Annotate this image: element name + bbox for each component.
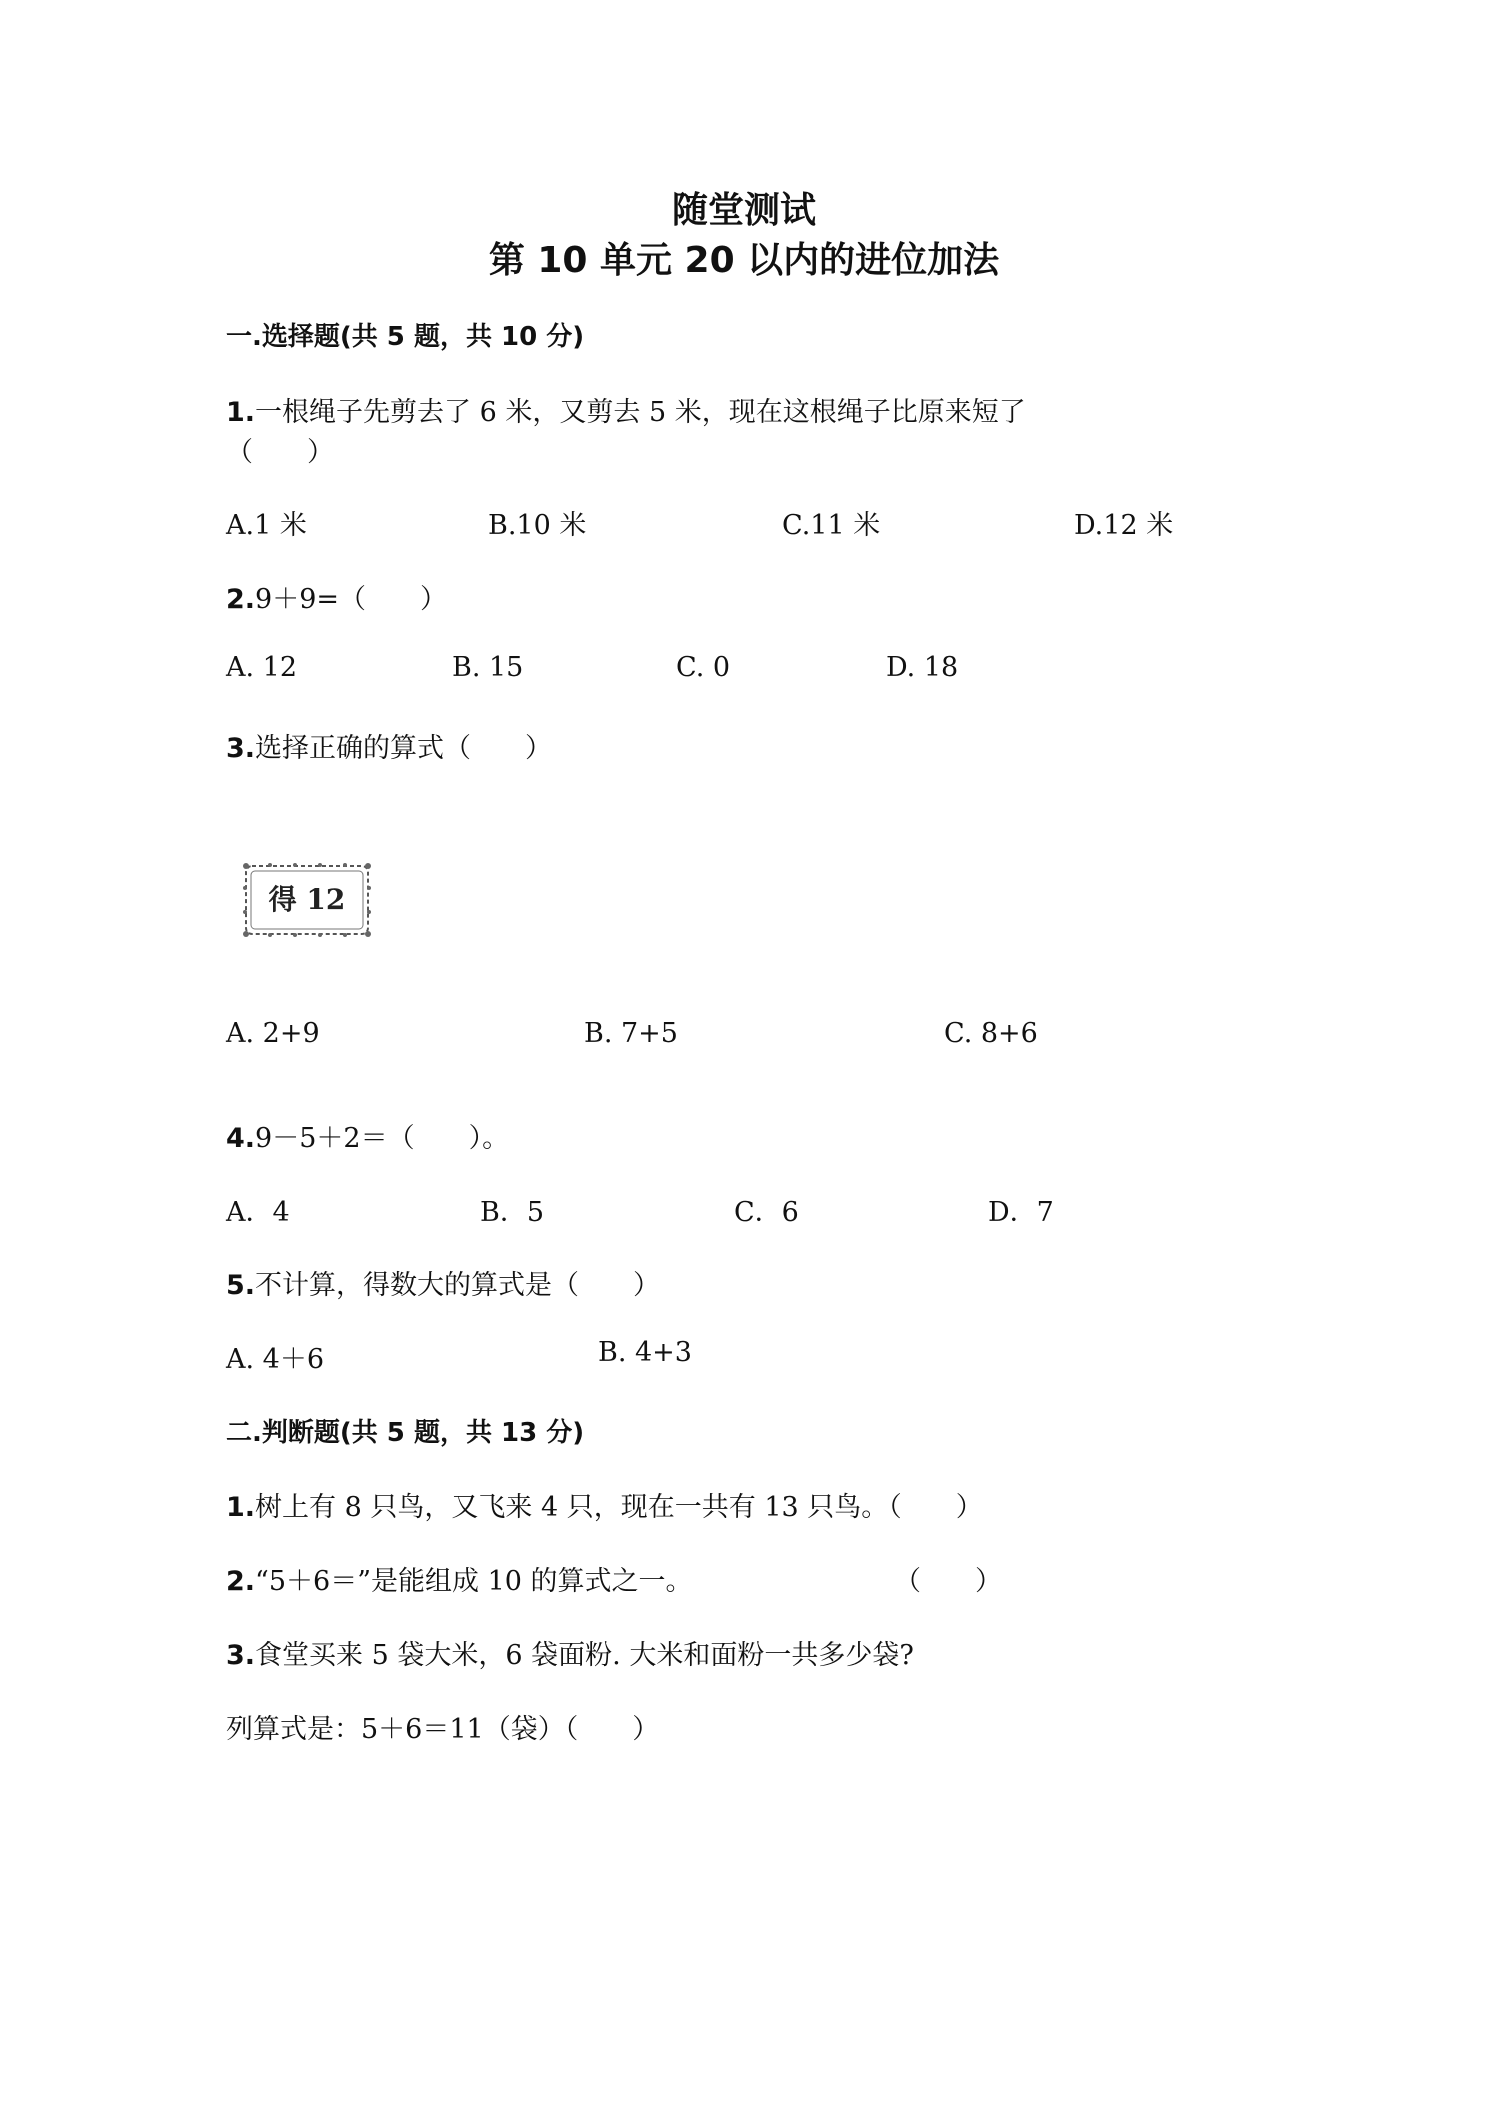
judgement-3-line2: 列算式是：5＋6＝11（袋）（ ） [226, 1714, 660, 1745]
framed-number-image [240, 860, 374, 940]
section-heading-choice: 一.选择题(共 5 题，共 10 分) [226, 322, 585, 352]
q5-option-b[interactable]: B. 4+3 [598, 1337, 692, 1368]
question-number: 4. [226, 1123, 256, 1154]
question-text: 一根绳子先剪去了 6 米，又剪去 5 米，现在这根绳子比原来短了 [255, 397, 1026, 428]
q3-option-c[interactable]: C. 8+6 [944, 1018, 1038, 1049]
q4-option-d[interactable]: D．7 [988, 1197, 1054, 1228]
question-text: 9－5＋2＝（ ）。 [255, 1123, 510, 1154]
question-number: 1. [226, 1492, 256, 1523]
q5-option-a[interactable]: A. 4＋6 [226, 1344, 325, 1375]
question-4 [226, 1116, 509, 1155]
question-number: 1. [226, 397, 256, 428]
question-text: “5＋6＝”是能组成 10 的算式之一。 [255, 1566, 693, 1597]
page-title: 随堂测试 [671, 190, 816, 231]
question-number: 2. [226, 584, 256, 615]
question-1-paren: （ ） [226, 437, 334, 468]
q3-option-b[interactable]: B. 7+5 [584, 1018, 678, 1049]
judgement-2 [226, 1559, 693, 1598]
q4-option-a[interactable]: A．4 [226, 1197, 290, 1228]
q2-option-d[interactable]: D. 18 [886, 652, 959, 683]
judgement-1 [226, 1485, 983, 1524]
q4-option-c[interactable]: C．6 [734, 1197, 799, 1228]
q2-option-a[interactable]: A. 12 [226, 652, 298, 683]
q2-option-b[interactable]: B. 15 [452, 652, 524, 683]
question-number: 2. [226, 1566, 256, 1597]
question-text: 树上有 8 只鸟，又飞来 4 只，现在一共有 13 只鸟。（ ） [255, 1492, 983, 1523]
question-3 [226, 726, 552, 765]
question-text: 不计算，得数大的算式是（ ） [255, 1270, 661, 1301]
framed-number-text: 得 12 [268, 883, 346, 916]
q1-option-c[interactable]: C.11 米 [782, 510, 881, 541]
section-heading-judgement: 二.判断题(共 5 题，共 13 分) [226, 1418, 585, 1448]
question-number: 3. [226, 1640, 256, 1671]
q1-option-d[interactable]: D.12 米 [1074, 510, 1174, 541]
question-2 [226, 577, 447, 616]
page-subtitle: 第 10 单元 20 以内的进位加法 [488, 240, 1000, 281]
question-text: 选择正确的算式（ ） [255, 733, 553, 764]
q1-option-a[interactable]: A.1 米 [226, 510, 307, 541]
question-number: 3. [226, 733, 256, 764]
question-5 [226, 1263, 660, 1302]
judgement-3 [226, 1633, 914, 1672]
judgement-2-paren[interactable]: （ ） [894, 1566, 1002, 1597]
question-text: 9＋9=（ ） [255, 584, 448, 615]
q1-option-b[interactable]: B.10 米 [488, 510, 587, 541]
q3-option-a[interactable]: A. 2+9 [226, 1018, 320, 1049]
question-text: 食堂买来 5 袋大米，6 袋面粉. 大米和面粉一共多少袋? [255, 1640, 914, 1671]
q4-option-b[interactable]: B．5 [480, 1197, 545, 1228]
q2-option-c[interactable]: C. 0 [676, 652, 731, 683]
question-number: 5. [226, 1270, 256, 1301]
question-1 [226, 390, 1026, 429]
